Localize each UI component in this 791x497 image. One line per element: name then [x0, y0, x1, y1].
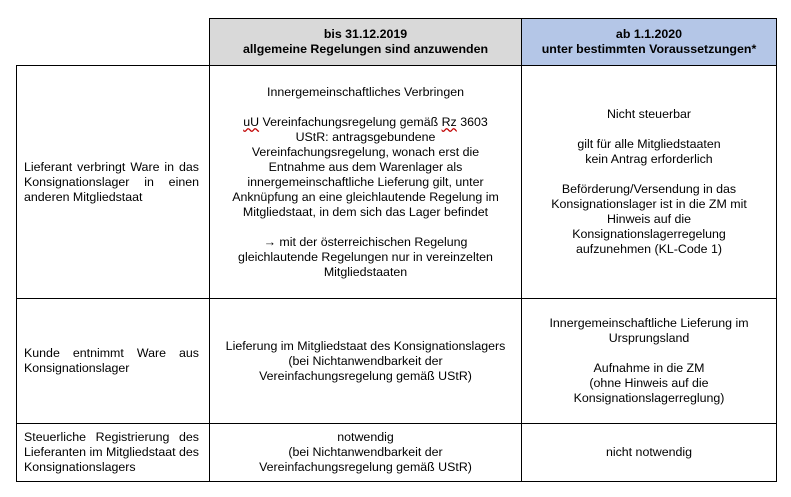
new-rule-line: (ohne Hinweis auf die	[589, 376, 709, 390]
header-until-2019	[210, 19, 522, 66]
new-rule-line: Ursprungsland	[608, 331, 690, 345]
row-label-registrierung: Steuerliche Registrierung des Lieferanten im Mitgliedstaat des Konsignationslagers	[17, 424, 210, 482]
old-rule-note-line: Mitgliedstaaten	[323, 264, 408, 279]
cell-old-rule-transfer	[210, 66, 522, 299]
old-rule-line: Lieferung im Mitgliedstaat des Konsignationslagers	[225, 338, 506, 353]
old-rule-line: (bei Nichtanwendbarkeit der	[288, 445, 443, 459]
new-rule-line: Aufnahme in die ZM	[593, 361, 705, 375]
new-rule-line: aufzunehmen (KL-Code 1)	[575, 242, 723, 256]
old-rule-title: Innergemeinschaftliches Verbringen	[267, 84, 464, 99]
cell-new-rule-transfer	[522, 66, 777, 299]
comparison-table	[16, 18, 777, 482]
old-rule-line: Entnahme aus dem Warenlager als	[268, 159, 463, 174]
old-rule-note-line: gleichlautende Regelungen nur in vereinzelten	[238, 249, 493, 264]
old-rule-first-line: uU Vereinfachungsregelung gemäß Rz 3603	[243, 114, 488, 129]
new-rule-line: Hinweis auf die	[606, 212, 692, 226]
new-rule-line: Konsignationslager ist in die ZM mit	[551, 197, 747, 211]
row-label-lieferant: Lieferant verbringt Ware in das Konsignationslager in einen anderen Mitgliedstaat	[17, 66, 210, 299]
old-rule-line: Anknüpfung an eine gleichlautende Regelung im	[232, 189, 499, 204]
header-from-2020-date: ab 1.1.2020	[615, 27, 683, 41]
old-rule-note-line: → mit der österreichischen Regelung	[263, 234, 468, 249]
new-rule-line: Konsignationslagerreglung)	[573, 391, 725, 405]
empty-corner-cell	[17, 19, 210, 66]
cell-old-rule-withdrawal	[210, 299, 522, 424]
cell-new-rule-registration: nicht notwendig	[522, 424, 777, 482]
header-from-2020	[522, 19, 777, 66]
cell-new-rule-withdrawal	[522, 299, 777, 424]
new-rule-line: kein Antrag erforderlich	[585, 152, 713, 166]
old-rule-line: Mitgliedstaat, in dem sich das Lager befindet	[242, 204, 489, 219]
old-rule-line: Vereinfachungsregelung gemäß UStR)	[259, 460, 472, 474]
spellcheck-word-uU: uU	[243, 114, 260, 129]
old-rule-line: notwendig	[337, 430, 394, 444]
header-until-2019-subtitle: allgemeine Regelungen sind anzuwenden	[242, 42, 489, 56]
cell-old-rule-registration	[210, 424, 522, 482]
header-from-2020-subtitle: unter bestimmten Voraussetzungen*	[541, 42, 757, 56]
new-rule-title: Nicht steuerbar	[606, 107, 692, 121]
new-rule-line: Innergemeinschaftliche Lieferung im	[549, 316, 749, 330]
old-rule-line: Vereinfachungsregelung, wonach erst die	[251, 144, 480, 159]
table-row	[17, 424, 777, 482]
new-rule-line: gilt für alle Mitgliedstaaten	[577, 137, 721, 151]
old-rule-line: innergemeinschaftliche Lieferung gilt, unter	[247, 174, 484, 189]
header-until-2019-date: bis 31.12.2019	[323, 27, 408, 41]
table-row	[17, 66, 777, 299]
table-row	[17, 299, 777, 424]
new-rule-line: Konsignationslagerregelung	[572, 227, 726, 241]
header-row	[17, 19, 777, 66]
spellcheck-word-Rz: Rz	[441, 114, 457, 129]
row-label-kunde: Kunde entnimmt Ware aus Konsignationslager	[17, 299, 210, 424]
new-rule-line: Beförderung/Versendung in das	[561, 182, 737, 196]
old-rule-line: UStR: antragsgebundene	[295, 129, 436, 144]
old-rule-line: (bei Nichtanwendbarkeit der	[288, 353, 443, 368]
old-rule-line: Vereinfachungsregelung gemäß UStR)	[259, 368, 472, 383]
